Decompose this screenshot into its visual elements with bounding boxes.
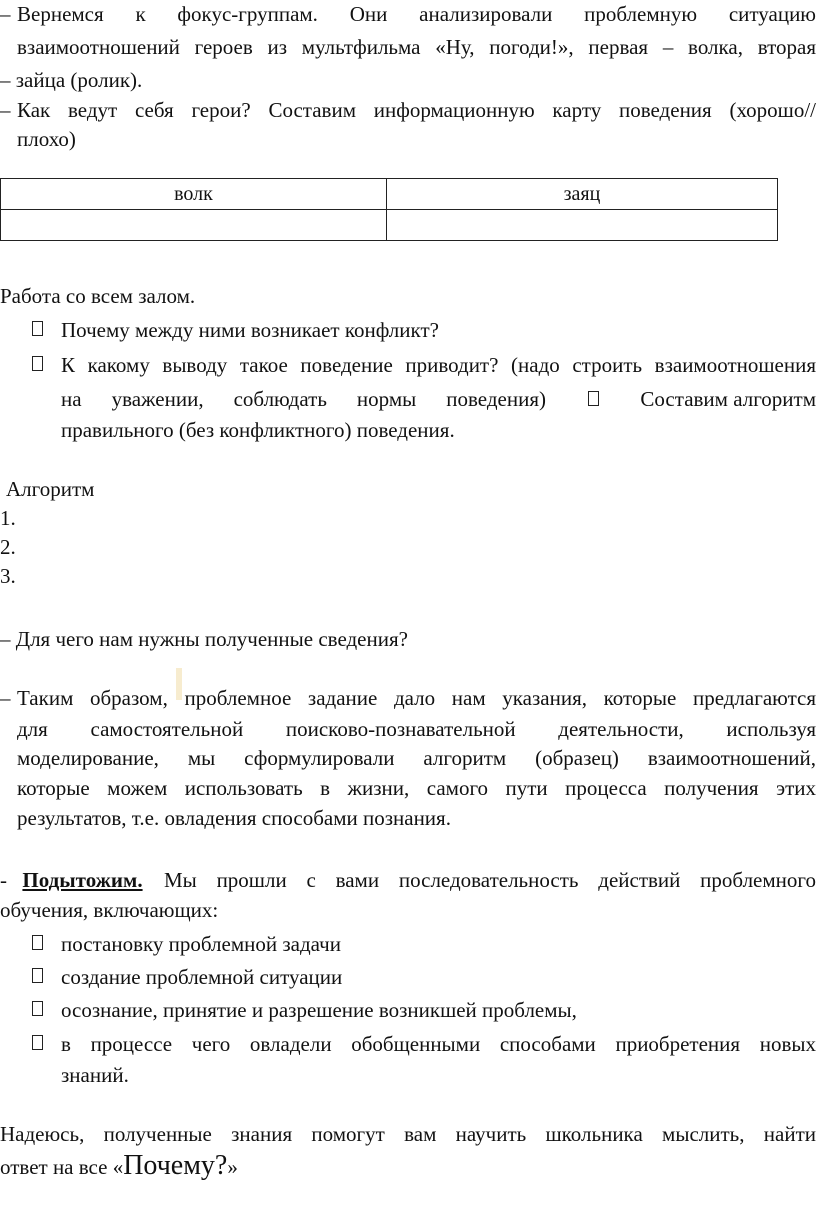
dash-marker: – xyxy=(0,98,11,122)
summary-line1 xyxy=(0,870,816,891)
hall-title: Работа со всем залом. xyxy=(0,284,196,308)
info-question: – Для чего нам нужны полученные сведения? xyxy=(0,627,408,651)
algorithm-item: 3. xyxy=(0,564,16,588)
hall-question-2-line3: правильного (без конфликтного) поведения. xyxy=(61,418,455,442)
checkbox-bullet-icon xyxy=(588,391,599,406)
summary-line2: обучения, включающих: xyxy=(0,898,219,922)
conclusion-line1: Таким образом, проблемное задание дало нам указания, которые предлагаются xyxy=(17,686,816,710)
final-why-word: Почему? xyxy=(123,1150,228,1181)
intro-p1-line1: Вернемся к фокус-группам. Они анализировали проблемную ситуацию xyxy=(17,2,816,26)
summary-item: постановку проблемной задачи xyxy=(61,932,341,956)
summary-last-item-line2: знаний. xyxy=(61,1063,129,1087)
summary-item: осознание, принятие и разрешение возникшей проблемы, xyxy=(61,998,577,1022)
final-line2-start: ответ на все « xyxy=(0,1155,124,1179)
final-line2 xyxy=(0,1152,238,1180)
checkbox-bullet-icon xyxy=(32,1001,43,1016)
behavior-table xyxy=(0,178,778,241)
checkbox-bullet-icon xyxy=(32,935,43,950)
algorithm-title: Алгоритм xyxy=(6,477,95,501)
algorithm-item: 2. xyxy=(0,535,16,559)
conclusion-line2: для самостоятельной поисково-познавательной деятельности, используя xyxy=(17,717,816,741)
summary-dash: - xyxy=(0,868,7,892)
conclusion-line3: моделирование, мы сформулировали алгоритм (образец) взаимоотношений, xyxy=(17,746,816,770)
checkbox-bullet-icon xyxy=(32,321,43,336)
checkbox-bullet-icon xyxy=(32,356,43,371)
hall-question-2-line2 xyxy=(61,389,816,410)
intro-p2-line1: Как ведут себя герои? Составим информационную карту поведения (хорошо// xyxy=(17,98,816,122)
hall-question-2-line1: К какому выводу такое поведение приводит? (надо строить взаимоотношения xyxy=(61,353,816,377)
summary-label: Подытожим. xyxy=(22,868,143,892)
table-header-row xyxy=(1,179,778,210)
checkbox-bullet-icon xyxy=(32,968,43,983)
conclusion-line4: которые можем использовать в жизни, самого пути процесса получения этих xyxy=(17,776,816,800)
table-cell-wolf xyxy=(1,210,387,241)
intro-p2-line2: плохо) xyxy=(17,127,76,151)
hall-question-2-line2-text: на уважении, соблюдать нормы поведения) xyxy=(61,387,546,411)
intro-p1-line3: – зайца (ролик). xyxy=(0,68,143,92)
conclusion-line5: результатов, т.е. овладения способами познания. xyxy=(17,806,451,830)
final-line1: Надеюсь, полученные знания помогут вам научить школьника мыслить, найти xyxy=(0,1122,816,1146)
summary-line1-text: Мы прошли с вами последовательность действий проблемного xyxy=(164,868,816,892)
algorithm-item: 1. xyxy=(0,506,16,530)
table-header-wolf: волк xyxy=(1,179,387,210)
summary-last-item-line1: в процессе чего овладели обобщенными способами приобретения новых xyxy=(61,1032,816,1056)
hall-question-1: Почему между ними возникает конфликт? xyxy=(61,318,439,342)
dash-marker: – xyxy=(0,686,11,710)
hall-algorithm-prompt: Составим алгоритм xyxy=(640,387,816,411)
table-header-hare: заяц xyxy=(387,179,778,210)
table-row xyxy=(1,210,778,241)
final-line2-end: » xyxy=(227,1155,238,1179)
intro-p1-line2: взаимоотношений героев из мультфильма «Ну, погоди!», первая – волка, вторая xyxy=(17,35,816,59)
dash-marker: – xyxy=(0,2,11,26)
checkbox-bullet-icon xyxy=(32,1035,43,1050)
summary-item: создание проблемной ситуации xyxy=(61,965,343,989)
table-cell-hare xyxy=(387,210,778,241)
